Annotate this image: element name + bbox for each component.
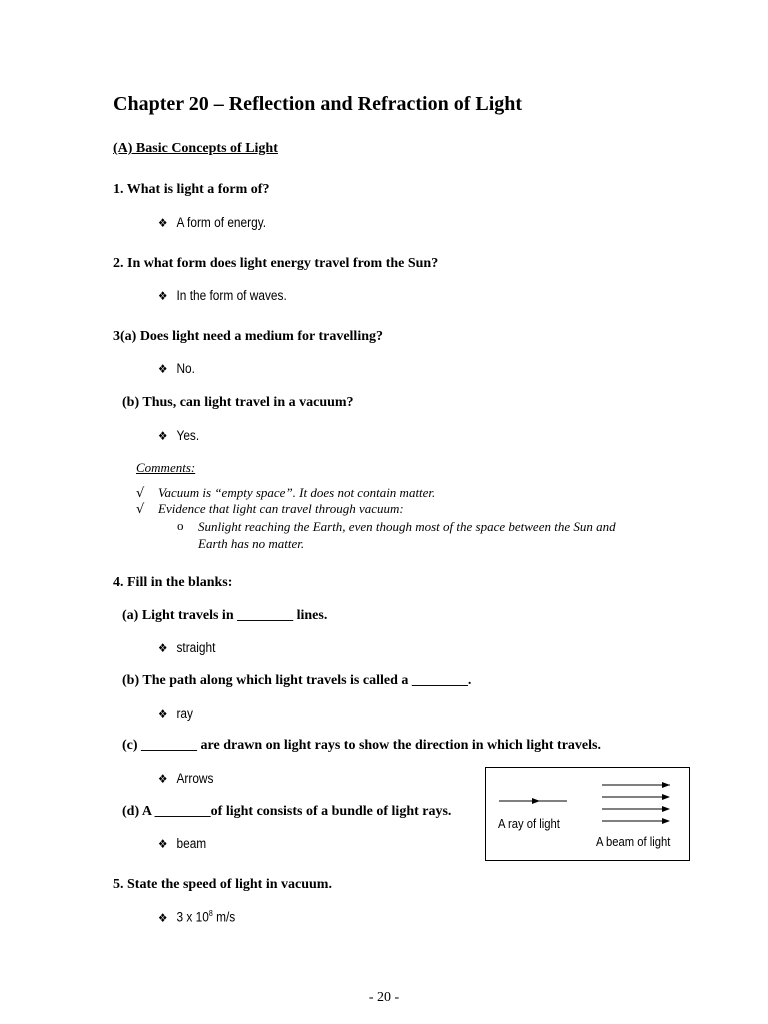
answer-4c: ❖ Arrows [158, 771, 214, 786]
bullet-icon: ❖ [158, 837, 168, 851]
bullet-icon: ❖ [158, 910, 168, 925]
question-3a: 3(a) Does light need a medium for travelling? [113, 329, 383, 344]
question-4c: (c) ________ are drawn on light rays to show the direction in which light travels. [122, 738, 601, 753]
sub-bullet-icon: o [177, 518, 184, 533]
bullet-icon: ❖ [158, 289, 168, 303]
comment-2-detail: Sunlight reaching the Earth, even though most of the space between the Sun and Earth has no matter. [198, 519, 616, 551]
comment-1: √ Vacuum is “empty space”. It does not contain matter. [136, 485, 436, 501]
bullet-icon: ❖ [158, 429, 168, 443]
answer-4a: ❖ straight [158, 640, 216, 655]
answer-3a: ❖ No. [158, 361, 195, 376]
answer-2: ❖ In the form of waves. [158, 288, 287, 303]
question-4b: (b) The path along which light travels is called a ________. [122, 673, 472, 688]
page-title: Chapter 20 – Reflection and Refraction of Light [113, 93, 523, 115]
ray-beam-diagram [485, 767, 690, 861]
beam-arrows [602, 785, 670, 821]
bullet-icon: ❖ [158, 362, 168, 376]
bullet-icon: ❖ [158, 772, 168, 786]
question-1: 1. What is light a form of? [113, 182, 270, 197]
question-4: 4. Fill in the blanks: [113, 575, 233, 590]
comments-label: Comments: [136, 460, 196, 475]
question-3b: (b) Thus, can light travel in a vacuum? [122, 395, 354, 410]
bullet-icon: ❖ [158, 641, 168, 655]
question-5: 5. State the speed of light in vacuum. [113, 877, 332, 892]
question-2: 2. In what form does light energy travel from the Sun? [113, 256, 439, 271]
answer-4b: ❖ ray [158, 706, 193, 721]
check-icon: √ [136, 486, 145, 501]
ray-label: A ray of light [498, 817, 560, 831]
question-4d: (d) A ________of light consists of a bundle of light rays. [122, 804, 452, 819]
answer-3b: ❖ Yes. [158, 428, 200, 443]
section-heading: (A) Basic Concepts of Light [113, 141, 278, 156]
page-number: - 20 - [368, 990, 400, 1005]
check-icon: √ [136, 502, 145, 517]
beam-label: A beam of light [596, 835, 671, 849]
answer-5: ❖ 3 x $10^8$ m/s [158, 909, 236, 925]
answer-1: ❖ A form of energy. [158, 215, 267, 230]
question-4a: (a) Light travels in ________ lines. [122, 608, 328, 623]
answer-4d: ❖ beam [158, 836, 207, 851]
bullet-icon: ❖ [158, 216, 168, 230]
comment-2: √ Evidence that light can travel through vacuum: [136, 501, 404, 517]
bullet-icon: ❖ [158, 707, 168, 721]
